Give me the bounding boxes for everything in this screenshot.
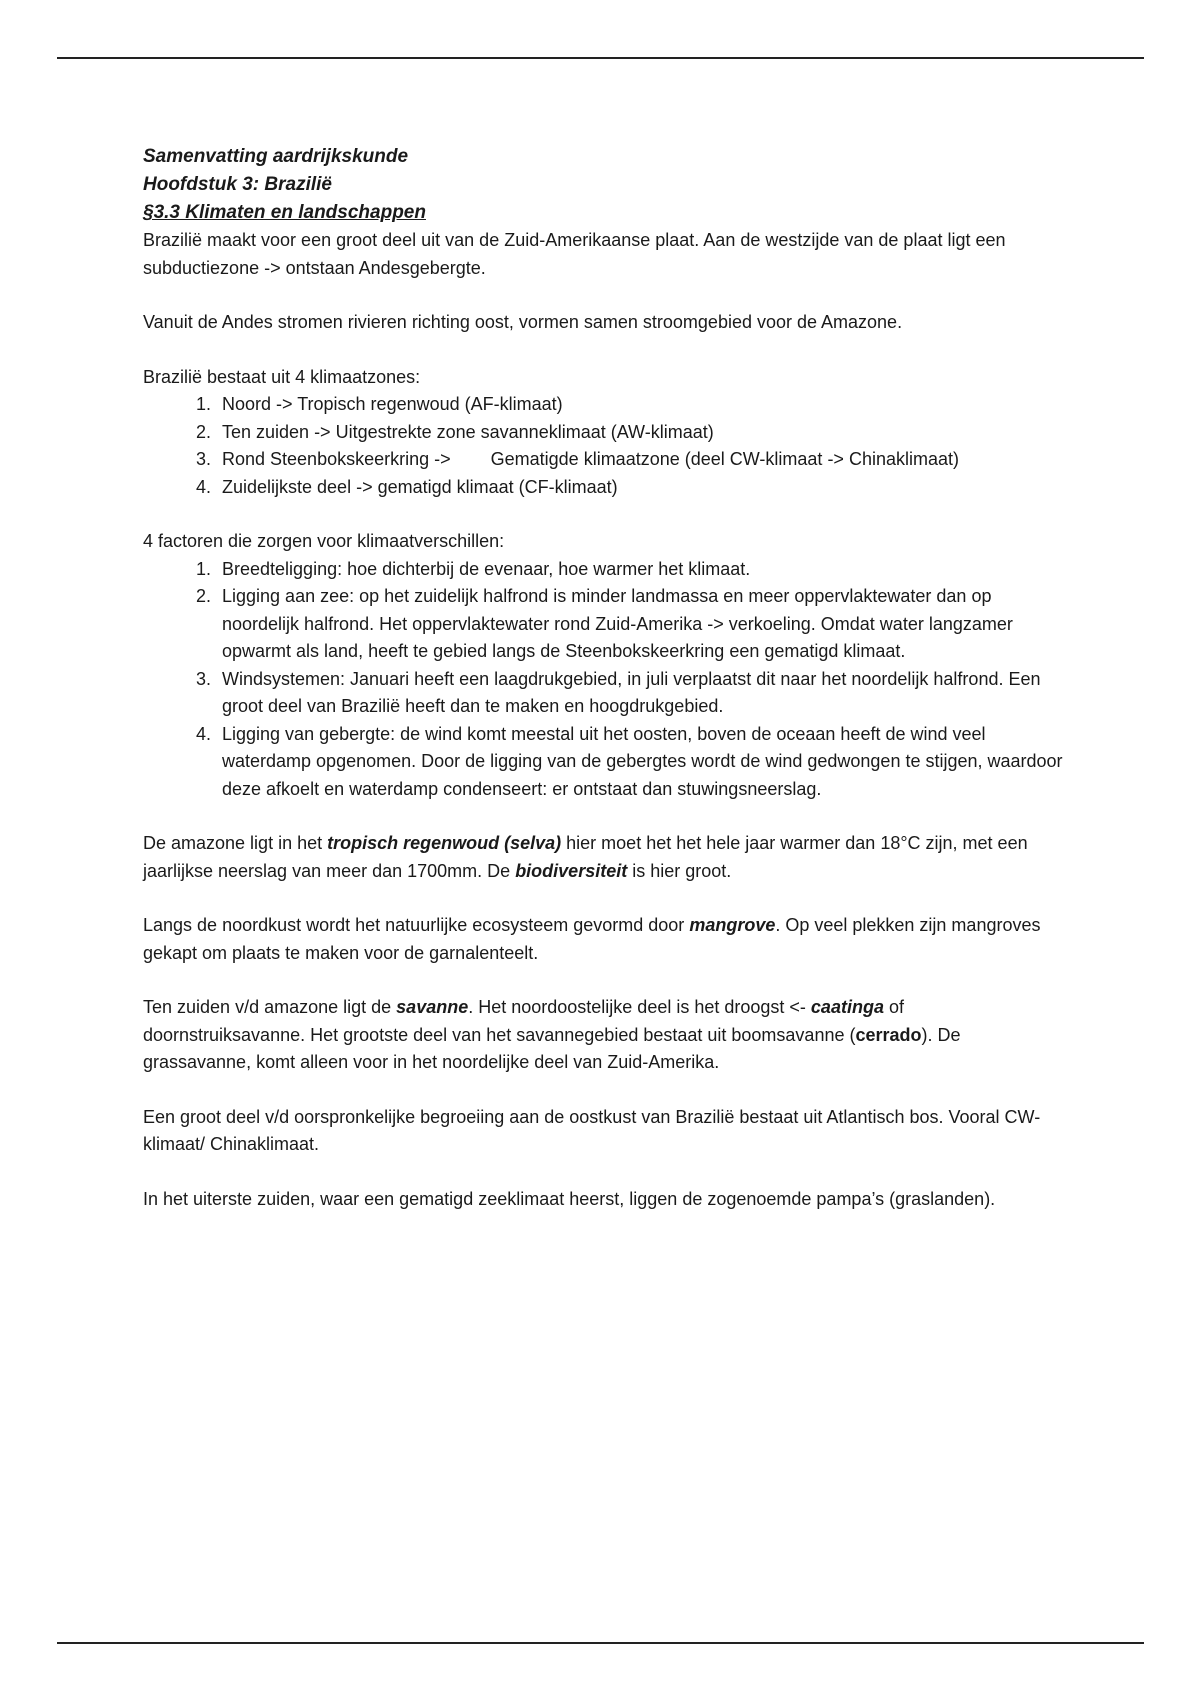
header-rule — [57, 57, 1144, 59]
doc-title: Samenvatting aardrijkskunde — [143, 146, 409, 167]
intro-paragraph: Brazilië maakt voor een groot deel uit van de Zuid-Amerikaanse plaat. Aan de westzijde van de plaat ligt een subductiezone -> ontstaan Andesgebergte. — [143, 230, 1006, 278]
term-cerrado: cerrado — [855, 1024, 922, 1045]
footer-rule — [57, 1642, 1144, 1644]
mangrove-paragraph: Langs de noordkust wordt het natuurlijke ecosysteem gevormd door mangrove. Op veel plekken zijn mangroves gekapt om plaats te maken voor de garnalenteelt. — [143, 915, 1041, 963]
amazone-paragraph: De amazone ligt in het tropisch regenwoud (selva) hier moet het het hele jaar warmer dan 18°C zijn, met een jaarlijkse neerslag van meer dan 1700mm. De biodiversiteit is hier groot. — [143, 833, 1028, 881]
term-selva: tropisch regenwoud (selva) — [327, 833, 562, 853]
document-body — [143, 143, 1063, 1213]
factors-list — [143, 556, 1063, 804]
section-title: §3.3 Klimaten en landschappen — [143, 202, 426, 223]
list-item: 1. Noord -> Tropisch regenwoud (AF-klimaat) — [216, 391, 1063, 419]
term-savanne: savanne — [396, 997, 469, 1017]
list-item-tail: Gematigde klimaatzone (deel CW-klimaat -> Chinaklimaat) — [490, 449, 959, 469]
pampa-paragraph: In het uiterste zuiden, waar een gematigd zeeklimaat heerst, liggen de zogenoemde pampa’s (graslanden). — [143, 1188, 996, 1209]
list-item — [216, 446, 1063, 474]
list-item: 2. Ten zuiden -> Uitgestrekte zone savanneklimaat (AW-klimaat) — [216, 419, 1063, 447]
chapter-title: Hoofdstuk 3: Brazilië — [143, 174, 332, 195]
list-item: 2. Ligging aan zee: op het zuidelijk halfrond is minder landmassa en meer oppervlaktewater dan op noordelijk halfrond. Het oppervlaktewater rond Zuid-Amerika -> verkoeling. Omdat water langzamer opwarmt als land, heeft te gebied langs de Steenbokskeerkring een gematigd klimaat. — [216, 583, 1063, 666]
list-item: 3. Windsystemen: Januari heeft een laagdrukgebied, in juli verplaatst dit naar het noordelijk halfrond. Een groot deel van Brazilië heeft dan te maken en hoogdrukgebied. — [216, 666, 1063, 721]
list-item: 4. Ligging van gebergte: de wind komt meestal uit het oosten, boven de oceaan heeft de wind veel waterdamp opgenomen. Door de ligging van de gebergtes wordt de wind gedwongen te stijgen, waardoor deze afkoelt en waterdamp condenseert: er ontstaat dan stuwingsneerslag. — [216, 721, 1063, 804]
savanne-paragraph: Ten zuiden v/d amazone ligt de savanne. Het noordoostelijke deel is het droogst <- caatinga of doornstruiksavanne. Het grootste deel van het savannegebied bestaat uit boomsavanne (cerrado). De grassavanne, komt alleen voor in het noordelijke deel van Zuid-Amerika. — [143, 997, 961, 1072]
list-item: 1. Breedteligging: hoe dichterbij de evenaar, hoe warmer het klimaat. — [216, 556, 1063, 584]
oostkust-paragraph: Een groot deel v/d oorspronkelijke begroeiing aan de oostkust van Brazilië bestaat uit Atlantisch bos. Vooral CW-klimaat/ Chinaklimaat. — [143, 1106, 1041, 1154]
list-item: 4. Zuidelijkste deel -> gematigd klimaat (CF-klimaat) — [216, 474, 1063, 502]
zones-list — [143, 391, 1063, 501]
term-caatinga: caatinga — [810, 997, 884, 1017]
factors-intro: 4 factoren die zorgen voor klimaatverschillen: — [143, 531, 505, 551]
andes-paragraph: Vanuit de Andes stromen rivieren richting oost, vormen samen stroomgebied voor de Amazone. — [143, 312, 903, 332]
term-mangrove: mangrove — [689, 915, 776, 935]
term-biodiversiteit: biodiversiteit — [515, 860, 628, 881]
zones-intro: Brazilië bestaat uit 4 klimaatzones: — [143, 366, 421, 387]
list-item-lead: Rond Steenbokskeerkring -> — [222, 449, 451, 469]
